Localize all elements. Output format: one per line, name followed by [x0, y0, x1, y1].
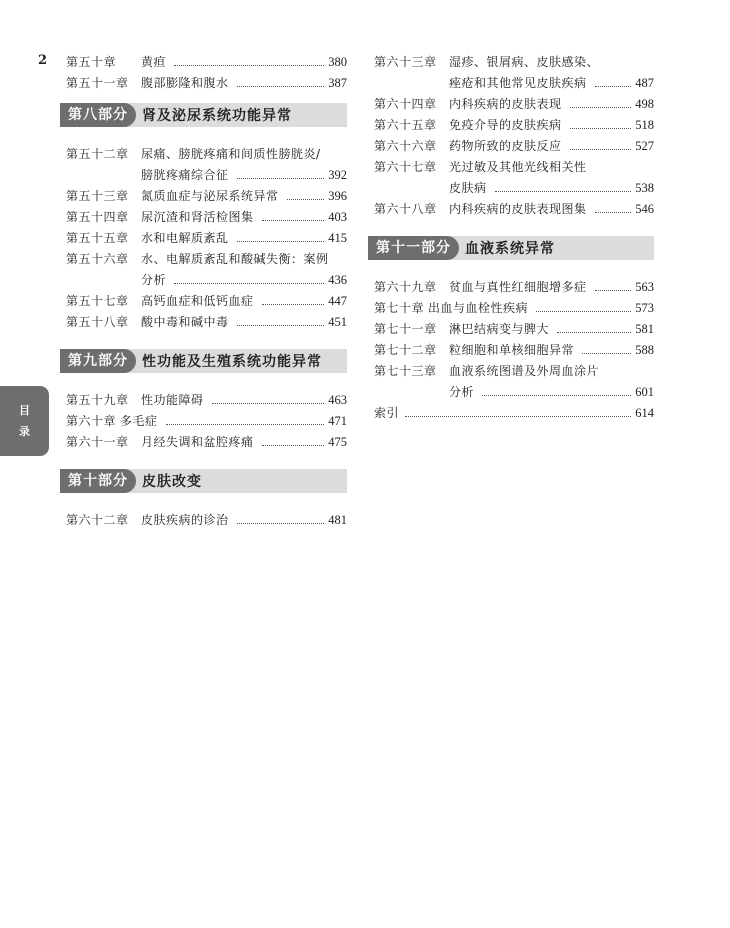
dot-leader — [287, 198, 325, 200]
page-ref: 527 — [635, 139, 654, 153]
toc-entry[interactable] — [60, 249, 347, 270]
chapter-title: 免疫介导的皮肤疾病 — [449, 118, 562, 132]
toc-entry-continuation[interactable] — [60, 165, 347, 186]
chapter-title: 尿沉渣和肾活检图集 — [141, 210, 254, 224]
chapter-number: 第五十八章 — [66, 315, 129, 329]
dot-leader — [570, 127, 632, 129]
chapter-title: 分析 — [449, 385, 475, 399]
part-label: 第九部分 — [60, 349, 136, 373]
chapter-number: 第七十二章 — [374, 343, 437, 357]
dot-leader — [582, 352, 631, 354]
dot-leader — [570, 106, 632, 108]
toc-entry[interactable] — [60, 432, 347, 453]
toc-entry[interactable] — [60, 144, 347, 165]
part-heading-11[interactable] — [368, 236, 654, 260]
part-heading-10[interactable] — [60, 469, 347, 493]
chapter-number: 第五十章 — [66, 55, 117, 69]
page-ref: 546 — [635, 202, 654, 216]
chapter-number: 第六十二章 — [66, 513, 129, 527]
dot-leader — [262, 444, 325, 446]
toc-entry[interactable] — [368, 157, 654, 178]
page-ref: 538 — [635, 181, 654, 195]
chapter-title: 膀胱疼痛综合征 — [141, 168, 229, 182]
dot-leader — [595, 289, 632, 291]
toc-entry[interactable] — [368, 52, 654, 73]
chapter-title: 药物所致的皮肤反应 — [449, 139, 562, 153]
chapter-number: 第五十六章 — [66, 252, 129, 266]
chapter-title: 尿痛、膀胱疼痛和间质性膀胱炎/ — [141, 147, 321, 161]
toc-entry-continuation[interactable] — [368, 178, 654, 199]
chapter-number: 第五十一章 — [66, 76, 129, 90]
chapter-title: 贫血与真性红细胞增多症 — [449, 280, 587, 294]
chapter-title: 酸中毒和碱中毒 — [141, 315, 229, 329]
toc-entry[interactable] — [368, 298, 654, 319]
chapter-number: 第六十章 — [66, 414, 117, 428]
chapter-title: 粒细胞和单核细胞异常 — [449, 343, 575, 357]
page-ref: 573 — [635, 301, 654, 315]
chapter-title: 高钙血症和低钙血症 — [141, 294, 254, 308]
toc-entry[interactable] — [368, 115, 654, 136]
part-heading-8[interactable] — [60, 103, 347, 127]
toc-entry[interactable] — [60, 207, 347, 228]
toc-entry[interactable] — [368, 277, 654, 298]
page-ref: 392 — [328, 168, 347, 182]
page-number: 2 — [38, 53, 48, 68]
chapter-number: 第五十三章 — [66, 189, 129, 203]
chapter-title: 血液系统图谱及外周血涂片 — [449, 364, 600, 378]
chapter-number: 第五十九章 — [66, 393, 129, 407]
page-ref: 463 — [328, 393, 347, 407]
toc-entry-continuation[interactable] — [368, 73, 654, 94]
dot-leader — [174, 282, 324, 284]
chapter-title: 性功能障碍 — [141, 393, 204, 407]
toc-entry[interactable] — [368, 199, 654, 220]
chapter-title: 淋巴结病变与脾大 — [449, 322, 550, 336]
toc-entry[interactable] — [60, 73, 347, 94]
chapter-title: 水和电解质紊乱 — [141, 231, 229, 245]
page-ref: 487 — [635, 76, 654, 90]
chapter-number: 第六十一章 — [66, 435, 129, 449]
dot-leader — [166, 423, 325, 425]
dot-leader — [262, 219, 325, 221]
toc-left-column — [60, 52, 347, 531]
dot-leader — [237, 240, 325, 242]
chapter-number: 第七十章 — [374, 301, 425, 315]
page-ref: 403 — [328, 210, 347, 224]
chapter-title: 皮肤病 — [449, 181, 487, 195]
dot-leader — [557, 331, 631, 333]
chapter-number: 第六十七章 — [374, 160, 437, 174]
dot-leader — [237, 85, 325, 87]
dot-leader — [536, 310, 631, 312]
toc-entry-continuation[interactable] — [368, 382, 654, 403]
page-ref: 563 — [635, 280, 654, 294]
chapter-title: 出血与血栓性疾病 — [428, 301, 529, 315]
chapter-title: 月经失调和盆腔疼痛 — [141, 435, 254, 449]
page-ref: 581 — [635, 322, 654, 336]
chapter-number: 第六十三章 — [374, 55, 437, 69]
dot-leader — [405, 415, 631, 417]
page-ref: 475 — [328, 435, 347, 449]
dot-leader — [174, 64, 324, 66]
page-ref: 481 — [328, 513, 347, 527]
chapter-number: 第六十五章 — [374, 118, 437, 132]
page-ref: 518 — [635, 118, 654, 132]
chapter-title: 痤疮和其他常见皮肤疾病 — [449, 76, 587, 90]
toc-side-tab[interactable] — [0, 386, 49, 456]
part-label: 第十一部分 — [368, 236, 459, 260]
part-heading-9[interactable] — [60, 349, 347, 373]
part-title: 肾及泌尿系统功能异常 — [142, 108, 292, 124]
chapter-title: 氮质血症与泌尿系统异常 — [141, 189, 279, 203]
chapter-title: 湿疹、银屑病、皮肤感染、 — [449, 55, 600, 69]
dot-leader — [482, 394, 631, 396]
part-title: 性功能及生殖系统功能异常 — [142, 354, 322, 370]
toc-right-column — [368, 52, 654, 424]
toc-entry[interactable] — [368, 94, 654, 115]
toc-entry[interactable] — [60, 186, 347, 207]
toc-entry[interactable] — [60, 52, 347, 73]
toc-entry[interactable] — [60, 411, 347, 432]
toc-entry[interactable] — [60, 390, 347, 411]
side-tab-char-2: 录 — [19, 425, 30, 438]
page-ref: 471 — [328, 414, 347, 428]
chapter-title: 黄疸 — [141, 55, 167, 69]
dot-leader — [495, 190, 632, 192]
page-ref: 415 — [328, 231, 347, 245]
chapter-title: 腹部膨隆和腹水 — [141, 76, 229, 90]
chapter-number: 第六十四章 — [374, 97, 437, 111]
chapter-number: 第六十六章 — [374, 139, 437, 153]
toc-entry[interactable] — [60, 312, 347, 333]
chapter-number: 第六十八章 — [374, 202, 437, 216]
page-ref: 387 — [328, 76, 347, 90]
chapter-number: 第五十七章 — [66, 294, 129, 308]
dot-leader — [262, 303, 325, 305]
dot-leader — [237, 177, 325, 179]
toc-entry[interactable] — [60, 510, 347, 531]
chapter-number: 第五十四章 — [66, 210, 129, 224]
chapter-title: 分析 — [141, 273, 167, 287]
toc-entry[interactable] — [368, 361, 654, 382]
page-ref: 447 — [328, 294, 347, 308]
toc-entry[interactable] — [60, 228, 347, 249]
toc-entry[interactable] — [368, 340, 654, 361]
part-label: 第十部分 — [60, 469, 136, 493]
part-title: 皮肤改变 — [142, 474, 202, 490]
chapter-title: 皮肤疾病的诊治 — [141, 513, 229, 527]
page-ref: 614 — [635, 406, 654, 420]
page-ref: 451 — [328, 315, 347, 329]
page-ref: 380 — [328, 55, 347, 69]
chapter-number: 第五十五章 — [66, 231, 129, 245]
page-ref: 601 — [635, 385, 654, 399]
page-ref: 436 — [328, 273, 347, 287]
chapter-title: 多毛症 — [120, 414, 158, 428]
dot-leader — [570, 148, 632, 150]
part-title: 血液系统异常 — [465, 241, 555, 257]
chapter-number: 第七十三章 — [374, 364, 437, 378]
toc-entry-index[interactable] — [368, 403, 654, 424]
toc-entry-continuation[interactable] — [60, 270, 347, 291]
page-ref: 588 — [635, 343, 654, 357]
chapter-title: 光过敏及其他光线相关性 — [449, 160, 587, 174]
page-ref: 396 — [328, 189, 347, 203]
side-tab-char-1: 目 — [19, 404, 30, 417]
chapter-title: 内科疾病的皮肤表现图集 — [449, 202, 587, 216]
toc-entry[interactable] — [368, 319, 654, 340]
toc-entry[interactable] — [60, 291, 347, 312]
chapter-number: 第五十二章 — [66, 147, 129, 161]
dot-leader — [595, 85, 632, 87]
chapter-title: 内科疾病的皮肤表现 — [449, 97, 562, 111]
dot-leader — [212, 402, 325, 404]
dot-leader — [237, 324, 325, 326]
page-ref: 498 — [635, 97, 654, 111]
index-label: 索引 — [374, 406, 400, 420]
chapter-number: 第七十一章 — [374, 322, 437, 336]
dot-leader — [595, 211, 632, 213]
part-label: 第八部分 — [60, 103, 136, 127]
chapter-title: 水、电解质紊乱和酸碱失衡：案例 — [141, 252, 329, 266]
chapter-number: 第六十九章 — [374, 280, 437, 294]
toc-entry[interactable] — [368, 136, 654, 157]
dot-leader — [237, 522, 325, 524]
